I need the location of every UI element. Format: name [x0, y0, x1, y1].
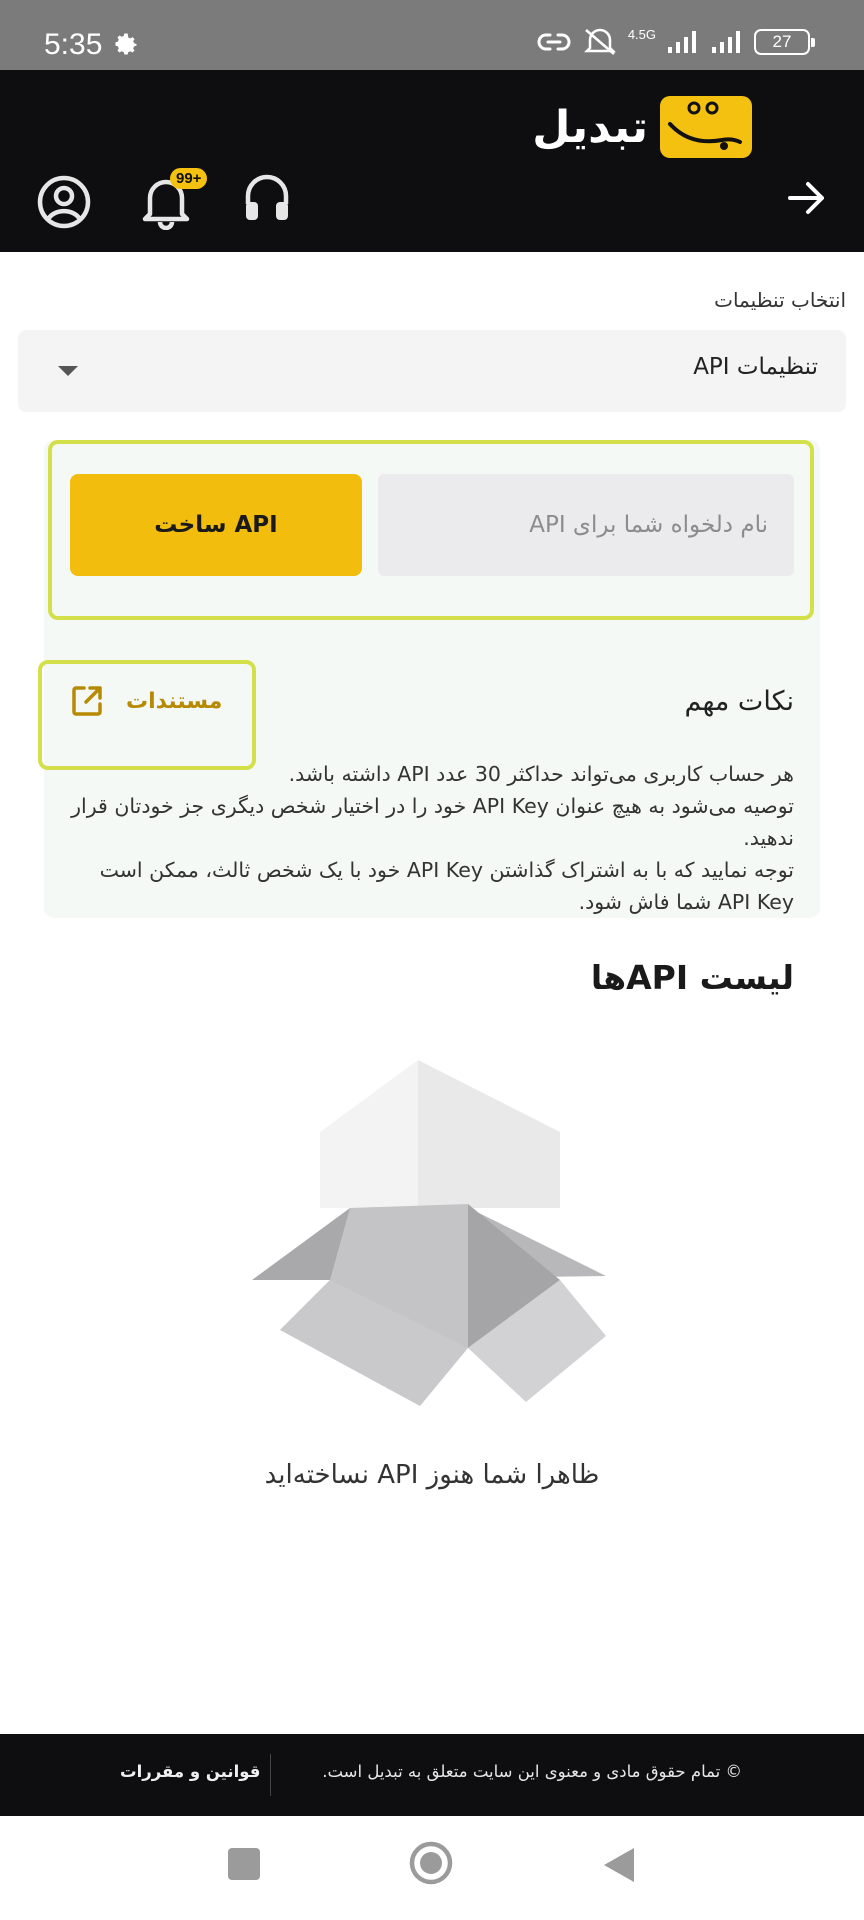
- terms-link[interactable]: قوانین و مقررات: [120, 1762, 261, 1781]
- api-name-input[interactable]: [378, 474, 794, 576]
- tips-title: نکات مهم: [684, 686, 794, 717]
- docs-link[interactable]: [70, 684, 222, 718]
- settings-selected-value: تنظیمات API: [693, 354, 818, 380]
- battery-level: 27: [772, 32, 792, 51]
- copyright-text: © تمام حقوق مادی و معنوی این سایت متعلق به تبدیل است.: [322, 1762, 742, 1781]
- footer-divider: [270, 1754, 271, 1796]
- back-arrow-icon[interactable]: [786, 178, 828, 218]
- headset-icon[interactable]: [242, 172, 292, 226]
- home-circle-icon[interactable]: [408, 1840, 454, 1886]
- footer: [0, 1734, 864, 1816]
- brand-name: تبدیل: [532, 101, 648, 153]
- signal-icon-2: [710, 29, 744, 55]
- docs-label: مستندات: [126, 688, 223, 714]
- create-api-button[interactable]: ساخت API: [70, 474, 362, 576]
- user-icon[interactable]: [36, 174, 92, 230]
- tip-line: توجه نمایید که با به اشتراک گذاشتن API Key خود با یک شخص ثالث، ممکن است API Key شما فاش شود.: [99, 858, 794, 914]
- network-type: 4.5G: [627, 26, 656, 42]
- settings-label: انتخاب تنظیمات: [714, 288, 846, 312]
- mute-icon: [582, 28, 618, 56]
- tip-line: توصیه می‌شود به هیچ عنوان API Key خود را در اختیار شخص دیگری جز خودتان قرار ندهید.: [71, 794, 794, 850]
- tips-text: [62, 758, 794, 918]
- settings-gear-icon: [112, 30, 140, 58]
- android-nav-bar: [0, 1816, 864, 1920]
- external-link-icon: [70, 684, 104, 718]
- recents-square-icon[interactable]: [226, 1846, 262, 1882]
- status-bar: [0, 0, 864, 70]
- battery-icon: [754, 29, 810, 55]
- tip-line: هر حساب کاربری می‌تواند حداکثر 30 عدد API داشته باشد.: [288, 762, 794, 786]
- notification-badge: 99+: [170, 168, 207, 189]
- signal-icon: [666, 29, 700, 55]
- caret-down-icon: [58, 366, 78, 376]
- api-list-title: لیست APIها: [590, 958, 794, 997]
- link-icon: [536, 29, 572, 55]
- empty-message: ظاهرا شما هنوز API نساخته‌اید: [264, 1460, 600, 1490]
- brand-logo-icon: [660, 96, 752, 158]
- back-triangle-icon[interactable]: [600, 1846, 636, 1884]
- status-icons: [536, 28, 810, 56]
- status-time: 5:35: [44, 28, 103, 61]
- settings-select[interactable]: [18, 330, 846, 412]
- brand[interactable]: [532, 96, 752, 158]
- empty-box-icon: [250, 1058, 614, 1418]
